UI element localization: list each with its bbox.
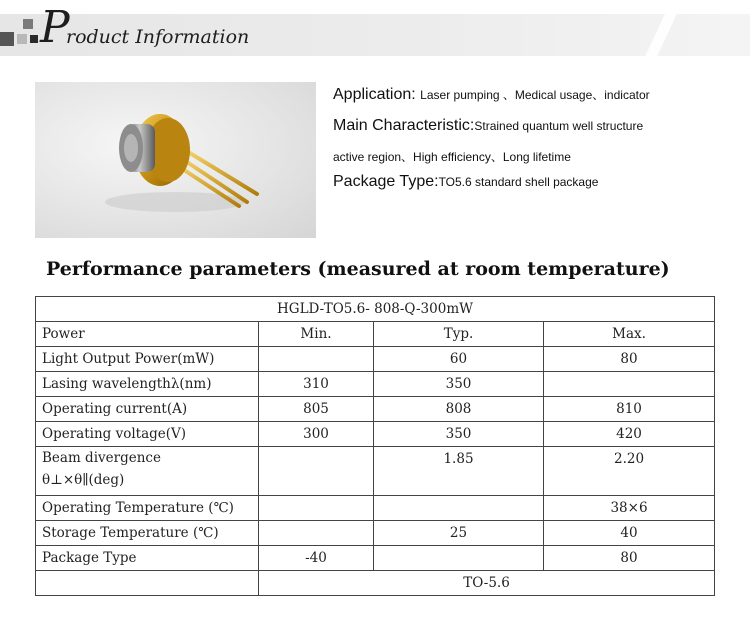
min-cell: 805 [259, 397, 374, 422]
param-cell: Lasing wavelengthλ(nm) [36, 372, 259, 397]
table-row [36, 347, 715, 372]
max-cell: 40 [544, 521, 715, 546]
typ-cell: 25 [374, 521, 544, 546]
min-cell: 300 [259, 422, 374, 447]
header-cell-power: Power [36, 322, 259, 347]
header-title-initial: P [40, 2, 70, 53]
characteristic-label: Main Characteristic: [333, 117, 475, 134]
param-main: Beam divergence [42, 450, 161, 466]
param-cell: Operating current(A) [36, 397, 259, 422]
table-row [36, 422, 715, 447]
max-cell: 38×6 [544, 496, 715, 521]
model-cell: HGLD-TO5.6- 808-Q-300mW [36, 297, 715, 322]
product-photo [35, 82, 316, 238]
max-cell [544, 372, 715, 397]
typ-cell [374, 496, 544, 521]
param-cell [36, 447, 259, 496]
banner-stripe-decoration [620, 14, 750, 56]
footer-empty-cell [36, 571, 259, 596]
typ-cell: 1.85 [374, 447, 544, 496]
footer-value-cell: TO-5.6 [259, 571, 715, 596]
performance-heading: Performance parameters (measured at room temperature) [46, 258, 670, 280]
decor-square-mid [23, 19, 33, 29]
package-label: Package Type: [333, 173, 439, 190]
package-value: TO5.6 standard shell package [438, 175, 599, 189]
max-cell: 80 [544, 347, 715, 372]
typ-cell: 350 [374, 422, 544, 447]
typ-cell [374, 546, 544, 571]
param-cell: Operating voltage(V) [36, 422, 259, 447]
decor-square-black [30, 35, 38, 43]
characteristic-value: Strained quantum well structure [474, 119, 644, 133]
performance-table [35, 296, 715, 596]
typ-cell: 350 [374, 372, 544, 397]
typ-cell: 60 [374, 347, 544, 372]
characteristic-value-cont: active region、High efficiency、Long lifetime [333, 150, 571, 164]
package-line [333, 173, 598, 191]
max-cell: 2.20 [544, 447, 715, 496]
table-row-footer [36, 571, 715, 596]
param-cell: Operating Temperature (℃) [36, 496, 259, 521]
table-row [36, 521, 715, 546]
min-cell: 310 [259, 372, 374, 397]
decor-square-light [17, 34, 27, 44]
characteristic-line-cont [333, 148, 571, 166]
table-row-model [36, 297, 715, 322]
application-label: Application: [333, 86, 416, 103]
characteristic-line [333, 117, 643, 135]
min-cell: -40 [259, 546, 374, 571]
min-cell [259, 521, 374, 546]
header-cell-min: Min. [259, 322, 374, 347]
table-row [36, 372, 715, 397]
min-cell [259, 496, 374, 521]
param-cell: Package Type [36, 546, 259, 571]
header-cell-typ: Typ. [374, 322, 544, 347]
param-sub: θ⊥×θ∥(deg) [42, 472, 125, 488]
laser-diode-illustration [35, 82, 316, 238]
typ-cell: 808 [374, 397, 544, 422]
application-value: Laser pumping 、Medical usage、indicator [420, 88, 650, 102]
max-cell: 810 [544, 397, 715, 422]
table-row [36, 496, 715, 521]
decor-square-dark [0, 32, 14, 46]
application-line [333, 86, 650, 104]
table-row [36, 447, 715, 496]
header-title-rest: roduct Information [66, 26, 250, 48]
max-cell: 420 [544, 422, 715, 447]
table-header-row [36, 322, 715, 347]
param-cell: Storage Temperature (℃) [36, 521, 259, 546]
min-cell [259, 447, 374, 496]
param-cell: Light Output Power(mW) [36, 347, 259, 372]
max-cell: 80 [544, 546, 715, 571]
min-cell [259, 347, 374, 372]
header-cell-max: Max. [544, 322, 715, 347]
table-row [36, 397, 715, 422]
table-row [36, 546, 715, 571]
